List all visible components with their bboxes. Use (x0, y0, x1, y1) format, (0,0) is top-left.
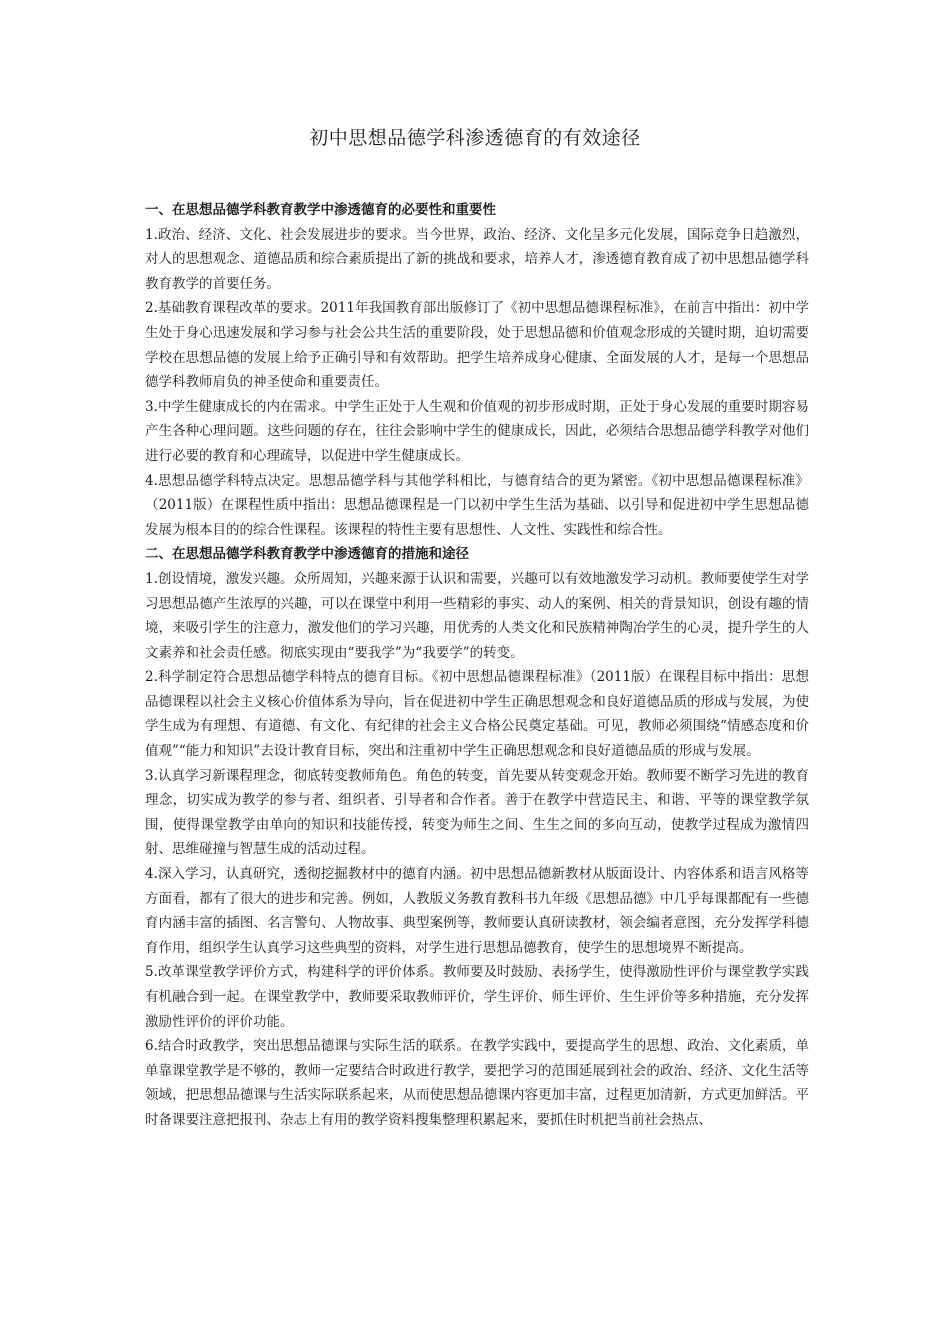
section-2 (145, 542, 809, 1132)
paragraph: 4.思想品德学科特点决定。思想品德学科与其他学科相比，与德育结合的更为紧密。《初中思想品德课程标准》（2011版）在课程性质中指出：思想品德课程是一门以初中学生生活为基础、以引导和促进初中学生思想品德发展为根本目的的综合性课程。该课程的特性主要有思想性、人文性、实践性和综合性。 (145, 472, 809, 538)
paragraph: 2.基础教育课程改革的要求。2011年我国教育部出版修订了《初中思想品德课程标准》，在前言中指出：初中学生处于身心迅速发展和学习参与社会公共生活的重要阶段，处于思想品德和价值观念形成的关键时期，迫切需要学校在思想品德的发展上给予正确引导和有效帮助。把学生培养成身心健康、全面发展的人才，是每一个思想品德学科教师肩负的神圣使命和重要责任。 (145, 300, 809, 391)
paragraph: 1.创设情境，激发兴趣。众所周知，兴趣来源于认识和需要，兴趣可以有效地激发学习动机。教师要使学生对学习思想品德产生浓厚的兴趣，可以在课堂中利用一些精彩的事实、动人的案例、相关的背景知识，创设有趣的情境，来吸引学生的注意力，激发他们的学习兴趣，用优秀的人类文化和民族精神陶冶学生的心灵，提升学生的人文素养和社会责任感。彻底实现由“要我学”为“我要学”的转变。 (145, 570, 809, 661)
section-heading: 一、在思想品德学科教育教学中渗透德育的必要性和重要性 (145, 202, 496, 218)
paragraph: 2.科学制定符合思想品德学科特点的德育目标。《初中思想品德课程标准》（2011版）在课程目标中指出：思想品德课程以社会主义核心价值体系为导向，旨在促进初中学生正确思想观念和良好道德品质的形成与发展，为使学生成为有理想、有道德、有文化、有纪律的社会主义合格公民奠定基础。可见，教师必须围绕“情感态度和价值观”“能力和知识”去设计教育目标，突出和注重初中学生正确思想观念和良好道德品质的形成与发展。 (145, 669, 809, 760)
paragraph: 4.深入学习，认真研究，透彻挖掘教材中的德育内涵。初中思想品德新教材从版面设计、内容体系和语言风格等方面看，都有了很大的进步和完善。例如，人教版义务教育教科书九年级《思想品德》中几乎每课都配有一些德育内涵丰富的插图、名言警句、人物故事、典型案例等，教师要认真研读教材，领会编者意图，充分发挥学科德育作用，组织学生认真学习这些典型的资料，对学生进行思想品德教育，使学生的思想境界不断提高。 (145, 866, 809, 956)
section-1 (145, 198, 809, 542)
paragraph: 5.改革课堂教学评价方式，构建科学的评价体系。教师要及时鼓励、表扬学生，使得激励性评价与课堂教学实践有机融合到一起。在课堂教学中，教师要采取教师评价，学生评价、师生评价、生生评价等多种措施，充分发挥激励性评价的评价功能。 (145, 964, 809, 1030)
paragraph: 3.中学生健康成长的内在需求。中学生正处于人生观和价值观的初步形成时期，正处于身心发展的重要时期容易产生各种心理问题。这些问题的存在，往往会影响中学生的健康成长，因此，必须结合思想品德学科教学对他们进行必要的教育和心理疏导，以促进中学生健康成长。 (145, 398, 809, 464)
document-title: 初中思想品德学科渗透德育的有效途径 (309, 127, 641, 149)
paragraph: 3.认真学习新课程理念，彻底转变教师角色。角色的转变，首先要从转变观念开始。教师要不断学习先进的教育理念，切实成为教学的参与者、组织者、引导者和合作者。善于在教学中营造民主、和谐、平等的课堂教学氛围，使得课堂教学由单向的知识和技能传授，转变为师生之间、生生之间的多向互动，使教学过程成为激情四射、思维碰撞与智慧生成的活动过程。 (145, 767, 809, 858)
paragraph: 6.结合时政教学，突出思想品德课与实际生活的联系。在教学实践中，要提高学生的思想、政治、文化素质，单单靠课堂教学是不够的，教师一定要结合时政进行教学，要把学习的范围延展到社会的政治、经济、文化生活等领域，把思想品德课与生活实际联系起来，从而使思想品德课内容更加丰富，过程更加清新，方式更加鲜活。平时备课要注意把报刊、杂志上有用的教学资料搜集整理积累起来，要抓住时机把当前社会热点、 (145, 1038, 809, 1128)
paragraph: 1.政治、经济、文化、社会发展进步的要求。当今世界，政治、经济、文化呈多元化发展，国际竞争日趋激烈，对人的思想观念、道德品质和综合素质提出了新的挑战和要求，培养人才，渗透德育教育成了初中思想品德学科教育教学的首要任务。 (145, 226, 809, 292)
section-heading: 二、在思想品德学科教育教学中渗透德育的措施和途径 (145, 546, 469, 563)
document-body (145, 198, 809, 1133)
